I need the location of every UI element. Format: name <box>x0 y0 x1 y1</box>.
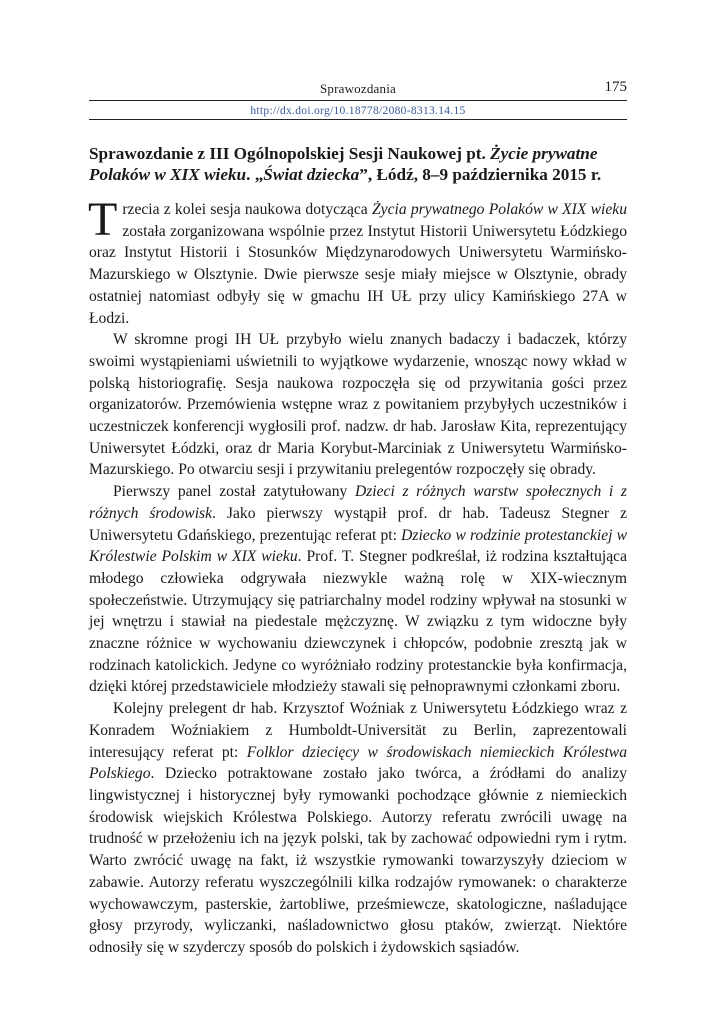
title-italic-segment: Świat dziecka <box>263 165 360 184</box>
italic-title-reference: Życia prywatnego Polaków w XIX wieku <box>371 201 627 218</box>
drop-cap: T <box>88 193 118 246</box>
paragraph-text: Kolejny prelegent dr hab. Krzysztof Woźniak z Uniwersytetu Łódzkiego wraz z Konradem Woźniakiem z Humboldt-Universität zu Berlin, zaprezentowali interesujący referat pt: <box>89 700 627 761</box>
paragraph-text: . Dziecko potraktowane zostało jako twórca, a źródłami do analizy lingwistycznej i historycznej były rymowanki pochodzące głównie z niemieckich środowisk wiejskich Królestwa Polskiego. Autorzy referatu zwrócili uwagę na trudność w przełożeniu ich na język polski, tak by zachować odpowiedni rym i rytm. Warto zwrócić uwagę na fakt, iż wszystkie rymowanki towarzyszyły dzieciom w zabawie. Autorzy referatu wyszczególnili kilka rodzajów rymowanek: o charakterze wychowawczym, pasterskie, żartobliwe, prześmiewcze, skatologiczne, naśladujące głosy przyrody, wyliczanki, naśladownictwo głosu ptaków, zwierząt. Niektóre odnosiły się w szyderczy sposób do polskich i żydowskich sąsiadów. <box>89 765 627 956</box>
title-italic-segment: Życie prywatne Polaków w XIX wieku <box>89 144 598 184</box>
paragraph-text: Pierwszy panel został zatytułowany <box>113 483 355 501</box>
paragraph-text: . Jako pierwszy wystąpił prof. dr hab. Tadeusz Stegner z Uniwersytetu Gdańskiego, prezentując referat pt: <box>89 504 627 544</box>
body-paragraph <box>89 698 627 958</box>
article-title <box>89 143 627 185</box>
article-body <box>88 193 627 959</box>
title-segment: . „ <box>246 165 264 184</box>
doi-link[interactable]: http://dx.doi.org/10.18778/2080-8313.14.15 <box>250 105 466 117</box>
running-title: Sprawozdania <box>319 81 397 96</box>
running-head <box>89 78 627 100</box>
paragraph-text: W skromne progi IH UŁ przybyło wielu znanych badaczy i badaczek, którzy swoimi wystąpieniami uświetnili to wyjątkowe wydarzenie, wnosząc nowy wkład w polską historiografię. Sesja naukowa rozpoczęła się od przywitania gości przez organizatorów. Przemówienia wstępne wraz z powitaniem przybyłych uczestników i uczestniczek konferencji wygłosili prof. nadzw. dr hab. Jarosław Kita, reprezentujący Uniwersytet Łódzki, oraz dr Maria Korybut-Marciniak z Uniwersytetu Warmińsko-Mazurskiego. Po otwarciu sesji i przywitaniu prelegentów rozpoczęły się obrady. <box>89 331 627 479</box>
title-segment: ”, Łódź, 8–9 października 2015 r. <box>359 165 602 184</box>
page-number: 175 <box>604 79 627 95</box>
italic-title-reference: Dzieci z różnych warstw społecznych i z różnych środowisk <box>89 483 627 522</box>
title-segment: Sprawozdanie z III Ogólnopolskiej Sesji Naukowej pt. <box>89 144 491 163</box>
body-paragraph <box>89 481 627 698</box>
italic-title-reference: Folklor dziecięcy w środowiskach niemieckich Królestwa Polskiego <box>89 743 627 783</box>
body-paragraph <box>88 193 627 329</box>
journal-page <box>89 78 627 959</box>
body-paragraph <box>89 329 627 481</box>
doi-rule <box>89 119 627 120</box>
paragraph-text: rzecia z kolei sesja naukowa dotycząca <box>122 201 372 218</box>
paragraph-text: została zorganizowana wspólnie przez Instytut Historii Uniwersytetu Łódzkiego oraz Instytut Historii i Stosunków Międzynarodowych Uniwersytetu Warmińsko-Mazurskiego w Olsztynie. Dwie pierwsze sesje miały miejsce w Olsztynie, obrady ostatniej natomiast odbyły się w gmachu IH UŁ przy ulicy Kamińskiego 27A w Łodzi. <box>89 222 627 327</box>
paragraph-text: . Prof. T. Stegner podkreślał, iż rodzina kształtująca młodego człowieka odgrywała niezwykle ważną rolę w XIX-wiecznym społeczeństwie. Utrzymujący się patriarchalny model rodziny wpływał na stosunki w jej wnętrzu i stawiał na piedestale mężczyznę. W związku z tym widoczne były znaczne różnice w wychowaniu dziewczynek i chłopców, podobnie zresztą jak w rodzinach katolickich. Jedyne co wyróżniało rodziny protestanckie była konfirmacja, dzięki której przedstawiciele młodzieży stawali się pełnoprawnymi członkami zboru. <box>89 548 627 696</box>
italic-title-reference: Dziecko w rodzinie protestanckiej w Królestwie Polskim w XIX wieku <box>89 526 627 566</box>
